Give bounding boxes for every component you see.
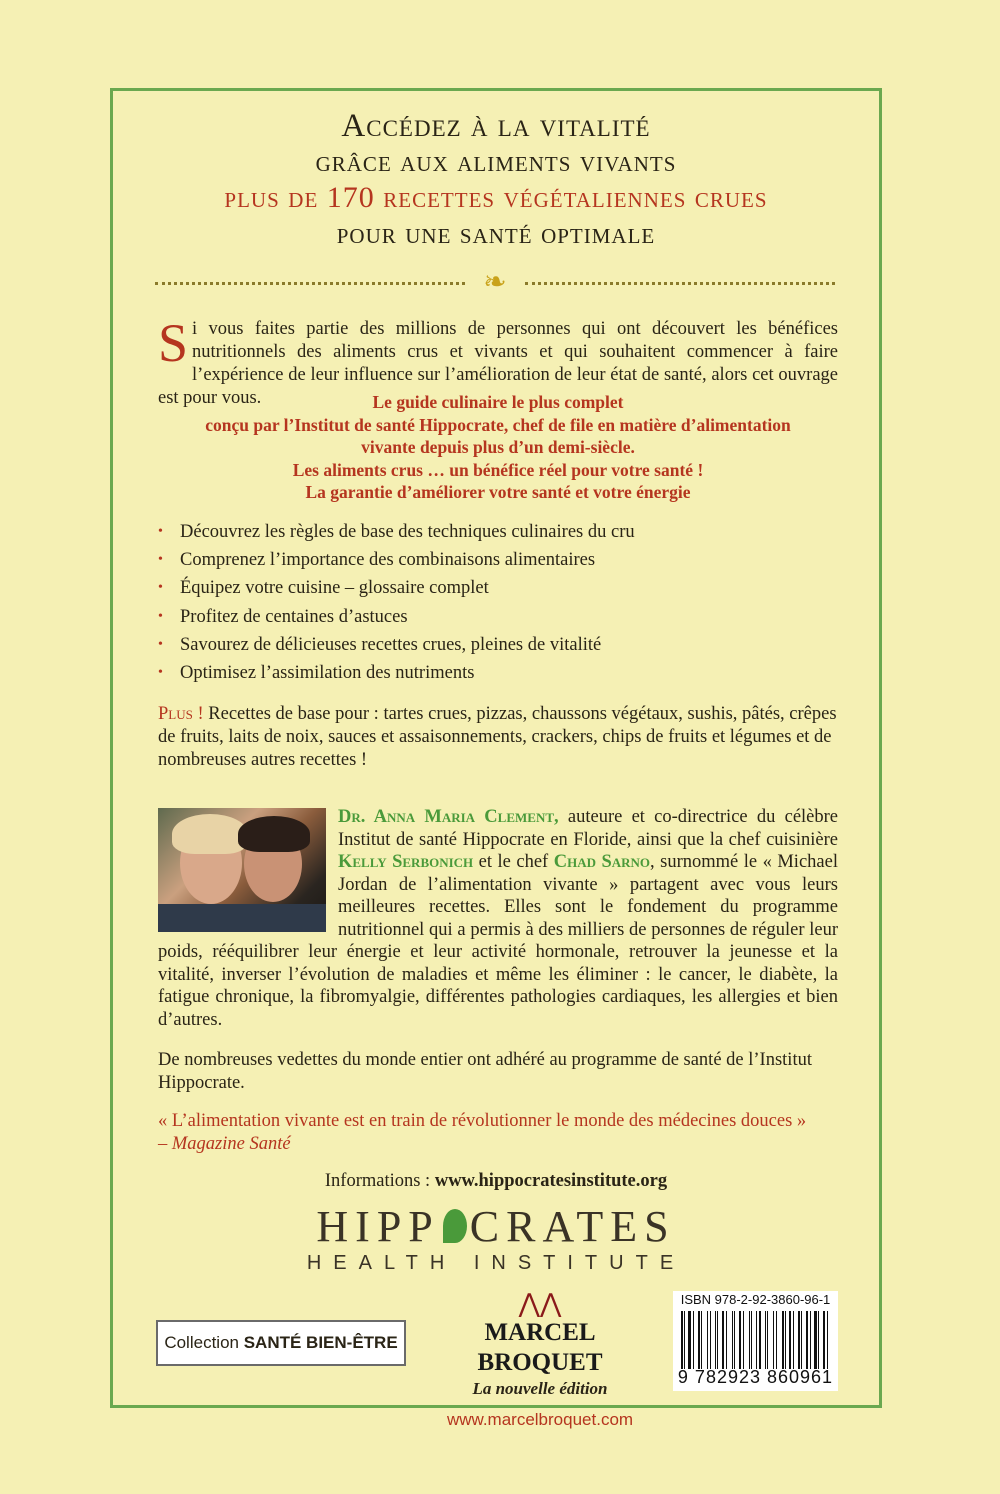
bullet-icon: • <box>158 524 163 539</box>
publisher-block <box>420 1290 660 1430</box>
highlight-line: Les aliments crus … un bénéfice réel pour votre santé ! <box>292 459 704 480</box>
divider-dots-right <box>525 282 835 285</box>
barcode-bar <box>743 1311 744 1369</box>
list-item: • Comprenez l’importance des combinaisons alimentaires <box>158 550 596 571</box>
collection-badge: Collection SANTÉ BIEN-ÊTRE <box>156 1320 406 1366</box>
list-item: • Découvrez les règles de base des techniques culinaires du cru <box>158 522 635 542</box>
author-name-1: Dr. Anna Maria Clement, <box>338 807 559 827</box>
barcode-bar <box>762 1311 763 1369</box>
barcode-bar <box>749 1311 750 1369</box>
info-url: www.hippocratesinstitute.org <box>434 1171 668 1191</box>
barcode-bar <box>776 1311 777 1369</box>
hippocrates-logo: HIPP CRATES HEALTH INSTITUTE <box>110 1205 882 1275</box>
info-label: Informations : <box>324 1171 435 1191</box>
plus-label: Plus ! <box>158 704 204 724</box>
bullet-icon: • <box>158 608 163 624</box>
barcode-bar <box>804 1311 805 1369</box>
barcode-bar <box>827 1311 828 1369</box>
barcode-bar <box>767 1311 769 1369</box>
quote-source: – Magazine Santé <box>158 1134 291 1154</box>
barcode-bar <box>751 1311 752 1369</box>
title-block <box>110 108 882 252</box>
authors-bio: Dr. Anna Maria Clement, auteure et co-directrice du célèbre Institut de santé Hippocrate en Floride, ainsi que la chef cuisinière Kelly Serbonich et le chef Chad Sarno, surnommé le « Michael Jordan de l’alimentation vivante » partagent avec vous leurs meilleures recettes. Elles sont le fondement du programme nutritionnel qui a permis à des milliers de personnes de réguler leur poids, rééquilibrer leur énergie et leur activité hormonale, retrouver la jeunesse et la vitalité, inverser l’évolution de maladies et même les éliminer : le cancer, le diabète, la fatigue chronique, la fibromyalgie, différentes pathologies cardiaques, les allergies et bien d’autres. <box>158 807 839 1030</box>
intro-text: i vous faites partie des millions de personnes qui ont découvert les bénéfices nutritionnels des aliments crus et vivants et qui souhaitent commencer à faire l’expérience de leur influence sur l’amélioration de leur état de santé, alors cet ouvrage est pour vous. <box>158 319 838 408</box>
barcode-bar <box>793 1311 794 1369</box>
barcode-bar <box>722 1311 724 1369</box>
bullet-icon: • <box>158 580 163 596</box>
author-name-2: Kelly Serbonich <box>338 852 474 872</box>
barcode-bar <box>698 1311 700 1369</box>
barcode-bar <box>686 1311 687 1369</box>
barcode-bar <box>773 1311 774 1369</box>
barcode-bar <box>789 1311 791 1369</box>
leaf-icon <box>443 1209 467 1243</box>
list-item: • Équipez votre cuisine – glossaire complet <box>158 578 489 599</box>
barcode-bar <box>681 1311 683 1369</box>
barcode-bar <box>753 1311 755 1369</box>
barcode-bar <box>798 1311 800 1369</box>
barcode-bar <box>810 1311 811 1369</box>
barcode-bar <box>814 1311 816 1369</box>
barcode-bar <box>818 1311 820 1369</box>
title-line-4: pour une santé optimale <box>336 217 656 250</box>
publisher-tagline: La nouvelle édition <box>472 1379 608 1398</box>
barcode-bar <box>782 1311 784 1369</box>
barcode-bar <box>828 1311 829 1369</box>
barcode-bar <box>823 1311 825 1369</box>
plus-paragraph <box>158 703 838 772</box>
press-quote <box>158 1110 838 1156</box>
flourish-icon: ❧ <box>483 267 507 298</box>
quote-text: « L’alimentation vivante est en train de révolutionner le monde des médecines douces » <box>158 1111 807 1131</box>
highlight-line: conçu par l’Institut de santé Hippocrate, chef de file en matière d’alimentation <box>205 414 791 435</box>
bullet-icon: • <box>158 552 163 568</box>
barcode-bar <box>778 1311 780 1369</box>
barcode-bar <box>707 1311 708 1369</box>
barcode-bar <box>693 1311 694 1369</box>
barcode-bar <box>728 1311 730 1369</box>
barcode-bar <box>821 1311 822 1369</box>
barcode-bar <box>710 1311 711 1369</box>
barcode-bar <box>759 1311 761 1369</box>
barcode-bar <box>688 1311 690 1369</box>
barcode-bar <box>787 1311 788 1369</box>
bullet-icon: • <box>158 636 163 652</box>
barcode-bar <box>795 1311 797 1369</box>
barcode-bar <box>684 1311 685 1369</box>
barcode-bar <box>694 1311 696 1369</box>
barcode-bar <box>806 1311 808 1369</box>
list-item: • Profitez de centaines d’astuces <box>158 606 408 627</box>
feature-list <box>158 520 838 689</box>
barcode-bar <box>739 1311 741 1369</box>
barcode-bar <box>720 1311 722 1369</box>
barcode-bar <box>717 1311 718 1369</box>
highlight-line: La garantie d’améliorer votre santé et votre énergie <box>305 482 691 502</box>
barcode-bar <box>701 1311 702 1369</box>
barcode-bar <box>765 1311 766 1369</box>
celebrities-paragraph: De nombreuses vedettes du monde entier ont adhéré au programme de santé de l’Institut Hippocrate. <box>158 1050 812 1093</box>
title-line-2: grâce aux aliments vivants <box>315 145 677 178</box>
barcode-bar <box>801 1311 802 1369</box>
bullet-icon: • <box>158 664 163 680</box>
publisher-name: MARCEL BROQUET <box>477 1319 603 1376</box>
barcode-bar <box>770 1311 772 1369</box>
barcode-digits: 9 782923 860961 <box>677 1367 834 1387</box>
barcode-bars <box>681 1311 831 1369</box>
divider-dots-left <box>155 282 465 285</box>
drop-cap: S <box>158 313 189 373</box>
list-item: • Savourez de délicieuses recettes crues, pleines de vitalité <box>158 634 602 655</box>
barcode-bar <box>736 1311 738 1369</box>
list-item: • Optimisez l’assimilation des nutriments <box>158 662 475 683</box>
barcode-bar <box>732 1311 733 1369</box>
barcode-bar <box>726 1311 727 1369</box>
highlight-line: Le guide culinaire le plus complet <box>372 392 624 412</box>
highlight-line: vivante depuis plus d’un demi-siècle. <box>361 437 635 457</box>
barcode-bar <box>785 1311 786 1369</box>
author-name-3: Chad Sarno <box>553 852 651 872</box>
hippocrates-subtitle: HEALTH INSTITUTE <box>306 1252 686 1274</box>
publisher-url: www.marcelbroquet.com <box>446 1410 634 1429</box>
barcode-bar <box>711 1311 713 1369</box>
isbn-label: ISBN 978-2-92-3860-96-1 <box>680 1292 831 1307</box>
title-divider <box>155 268 835 298</box>
barcode-bar <box>811 1311 812 1369</box>
barcode-bar <box>715 1311 716 1369</box>
barcode-bar <box>703 1311 705 1369</box>
barcode-bar <box>734 1311 735 1369</box>
title-line-3: plus de 170 recettes végétaliennes crues <box>224 181 768 214</box>
plus-text: Recettes de base pour : tartes crues, pizzas, chaussons végétaux, sushis, pâtés, crêpes de fruits, laits de noix, sauces et assaisonnements, crackers, chips de fruits et légumes et de nombreuses autres recettes ! <box>158 704 837 770</box>
barcode-bar <box>756 1311 757 1369</box>
info-line <box>110 1171 882 1192</box>
barcode-bar <box>744 1311 746 1369</box>
barcode <box>673 1291 838 1391</box>
publisher-bird-icon: ⋀⋀ <box>518 1289 562 1318</box>
title-line-1: Accédez à la vitalité <box>341 108 651 144</box>
highlight-block <box>158 391 838 504</box>
